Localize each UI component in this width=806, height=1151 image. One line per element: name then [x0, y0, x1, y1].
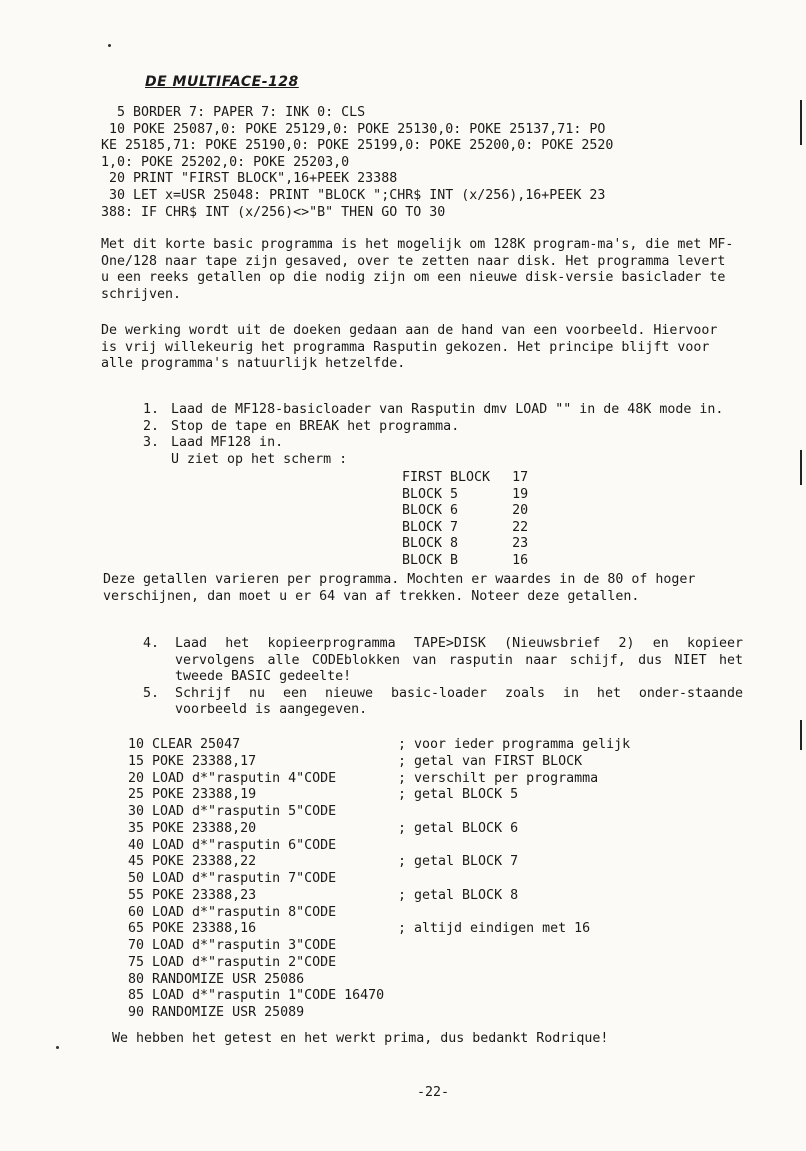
- block-row: [402, 553, 528, 570]
- step-item: [143, 686, 743, 719]
- block-row: [402, 470, 528, 487]
- listing-code: 80 RANDOMIZE USR 25086: [128, 971, 305, 987]
- listing-code: 70 LOAD d*"rasputin 3"CODE: [128, 938, 337, 953]
- listing-comment: ; getal BLOCK 5: [398, 787, 519, 803]
- listing-row: [128, 921, 630, 938]
- block-value: 16: [512, 552, 529, 568]
- listing-code: 65 POKE 23388,16: [128, 921, 257, 937]
- step-item: [143, 636, 743, 686]
- listing-row: [128, 905, 630, 922]
- basic-line: 388: IF CHR$ INT (x/256)<>"B" THEN GO TO 30: [101, 204, 446, 220]
- block-value: 19: [512, 486, 529, 502]
- margin-dot: [108, 44, 111, 47]
- screen-intro: U ziet op het scherm :: [171, 451, 348, 467]
- listing-code: 30 LOAD d*"rasputin 5"CODE: [128, 804, 337, 819]
- block-value: 22: [512, 519, 529, 535]
- block-label: FIRST BLOCK: [402, 470, 491, 485]
- step-number: 4.: [143, 636, 160, 651]
- listing-comment: ; verschilt per programma: [398, 770, 599, 786]
- step-text: Schrijf nu een nieuwe basic-loader zoals in het onder-staande voorbeeld is aangegeven.: [175, 685, 743, 718]
- block-label: BLOCK B: [402, 552, 459, 568]
- listing-row: [128, 972, 630, 989]
- listing-code: 45 POKE 23388,22: [128, 854, 257, 870]
- listing-code: 25 POKE 23388,19: [128, 787, 257, 803]
- margin-mark: [800, 100, 802, 145]
- steps-list-1: [143, 402, 743, 468]
- listing-row: [128, 771, 630, 788]
- listing-row: [128, 888, 630, 905]
- listing-code: 85 LOAD d*"rasputin 1"CODE 16470: [128, 988, 385, 1004]
- listing-comment: [398, 804, 630, 821]
- basic-listing-top: [101, 105, 751, 221]
- step-text: Laad de MF128-basicloader van Rasputin dmv LOAD "" in de 48K mode in.: [171, 402, 724, 417]
- listing-comment: ; altijd eindigen met 16: [398, 921, 591, 937]
- intro-paragraph: Met dit korte basic programma is het mogelijk om 128K program-ma's, die met MF-One/128 naar tape zijn gesaved, over te zetten naar disk. Het programma levert u een reeks getallen op die nodig zijn om een nieuwe disk-versie basiclader te schrijven.: [101, 237, 734, 302]
- margin-mark: [800, 450, 802, 485]
- step-text: Laad het kopieerprogramma TAPE>DISK (Nieuwsbrief 2) en kopieer vervolgens alle CODEblokken van rasputin naar schijf, dus NIET het tweede BASIC gedeelte!: [175, 636, 743, 685]
- step-number: 3.: [143, 435, 160, 451]
- listing-code: 15 POKE 23388,17: [128, 753, 257, 769]
- listing-row: [128, 737, 630, 754]
- block-value: 20: [512, 503, 529, 519]
- step-text: Laad MF128 in.: [171, 435, 284, 451]
- block-row: [402, 536, 528, 553]
- step-number: 2.: [143, 418, 160, 434]
- block-label: BLOCK 6: [402, 503, 459, 519]
- block-values-table: [402, 470, 528, 570]
- basic-line: 20 PRINT "FIRST BLOCK",16+PEEK 23388: [109, 171, 398, 187]
- margin-dot: [56, 1046, 59, 1049]
- listing-comment: ; voor ieder programma gelijk: [398, 737, 631, 752]
- listing-row: [128, 988, 630, 1005]
- listing-comment: [398, 988, 630, 1005]
- basic-line: 10 POKE 25087,0: POKE 25129,0: POKE 25130,0: POKE 25137,71: PO: [109, 121, 606, 137]
- listing-comment: [398, 838, 630, 855]
- block-label: BLOCK 7: [402, 519, 459, 535]
- page-number: -22-: [416, 1085, 450, 1100]
- listing-comment: ; getal BLOCK 8: [398, 887, 519, 903]
- basic-line: 30 LET x=USR 25048: PRINT "BLOCK ";CHR$ INT (x/256),16+PEEK 23: [109, 187, 606, 203]
- listing-code: 55 POKE 23388,23: [128, 887, 257, 903]
- block-value: 23: [512, 536, 529, 552]
- listing-comment: ; getal BLOCK 7: [398, 854, 519, 870]
- example-paragraph: De werking wordt uit de doeken gedaan aan de hand van een voorbeeld. Hiervoor is vrij willekeurig het programma Rasputin gekozen. Het principe blijft voor alle programma's natuurlijk hetzelfde.: [101, 323, 718, 372]
- listing-row: [128, 938, 630, 955]
- block-label: BLOCK 8: [402, 536, 459, 552]
- listing-code: 10 CLEAR 25047: [128, 737, 241, 752]
- listing-row: [128, 804, 630, 821]
- listing-comment: [398, 871, 630, 888]
- listing-row: [128, 955, 630, 972]
- values-paragraph: Deze getallen varieren per programma. Mochten er waardes in de 80 of hoger verschijnen, dan moet u er 64 van af trekken. Noteer deze getallen.: [103, 572, 696, 604]
- listing-code: 90 RANDOMIZE USR 25089: [128, 1005, 305, 1020]
- steps-list-2: [143, 636, 743, 719]
- listing-comment: [398, 938, 630, 955]
- step-item: [143, 419, 743, 436]
- listing-comment: [398, 972, 630, 989]
- step-item: [143, 435, 743, 452]
- basic-loader-listing: [128, 737, 630, 1022]
- step-number: 5.: [143, 685, 160, 701]
- listing-code: 35 POKE 23388,20: [128, 820, 257, 836]
- listing-code: 40 LOAD d*"rasputin 6"CODE: [128, 837, 337, 853]
- listing-row: [128, 1005, 630, 1022]
- page-title: DE MULTIFACE-128: [145, 74, 299, 90]
- listing-row: [128, 838, 630, 855]
- block-value: 17: [512, 470, 529, 485]
- basic-line: 5 BORDER 7: PAPER 7: INK 0: CLS: [117, 105, 366, 120]
- step-text: Stop de tape en BREAK het programma.: [171, 418, 460, 434]
- listing-comment: ; getal BLOCK 6: [398, 820, 519, 836]
- block-row: [402, 503, 528, 520]
- listing-code: 20 LOAD d*"rasputin 4"CODE: [128, 770, 337, 786]
- block-row: [402, 487, 528, 504]
- listing-code: 60 LOAD d*"rasputin 8"CODE: [128, 904, 337, 920]
- step-item: [143, 402, 743, 419]
- basic-line: 1,0: POKE 25202,0: POKE 25203,0: [101, 154, 350, 170]
- listing-code: 50 LOAD d*"rasputin 7"CODE: [128, 871, 337, 886]
- listing-row: [128, 871, 630, 888]
- listing-code: 75 LOAD d*"rasputin 2"CODE: [128, 954, 337, 970]
- footer-text: We hebben het getest en het werkt prima, dus bedankt Rodrique!: [112, 1031, 609, 1046]
- listing-comment: ; getal van FIRST BLOCK: [398, 753, 583, 769]
- step-number: 1.: [143, 402, 160, 417]
- listing-comment: [398, 955, 630, 972]
- block-row: [402, 520, 528, 537]
- listing-comment: [398, 1005, 630, 1022]
- listing-row: [128, 821, 630, 838]
- block-label: BLOCK 5: [402, 486, 459, 502]
- margin-mark: [800, 720, 802, 750]
- listing-comment: [398, 905, 630, 922]
- listing-row: [128, 854, 630, 871]
- listing-row: [128, 754, 630, 771]
- basic-line: KE 25185,71: POKE 25190,0: POKE 25199,0: POKE 25200,0: POKE 2520: [101, 138, 614, 154]
- listing-row: [128, 787, 630, 804]
